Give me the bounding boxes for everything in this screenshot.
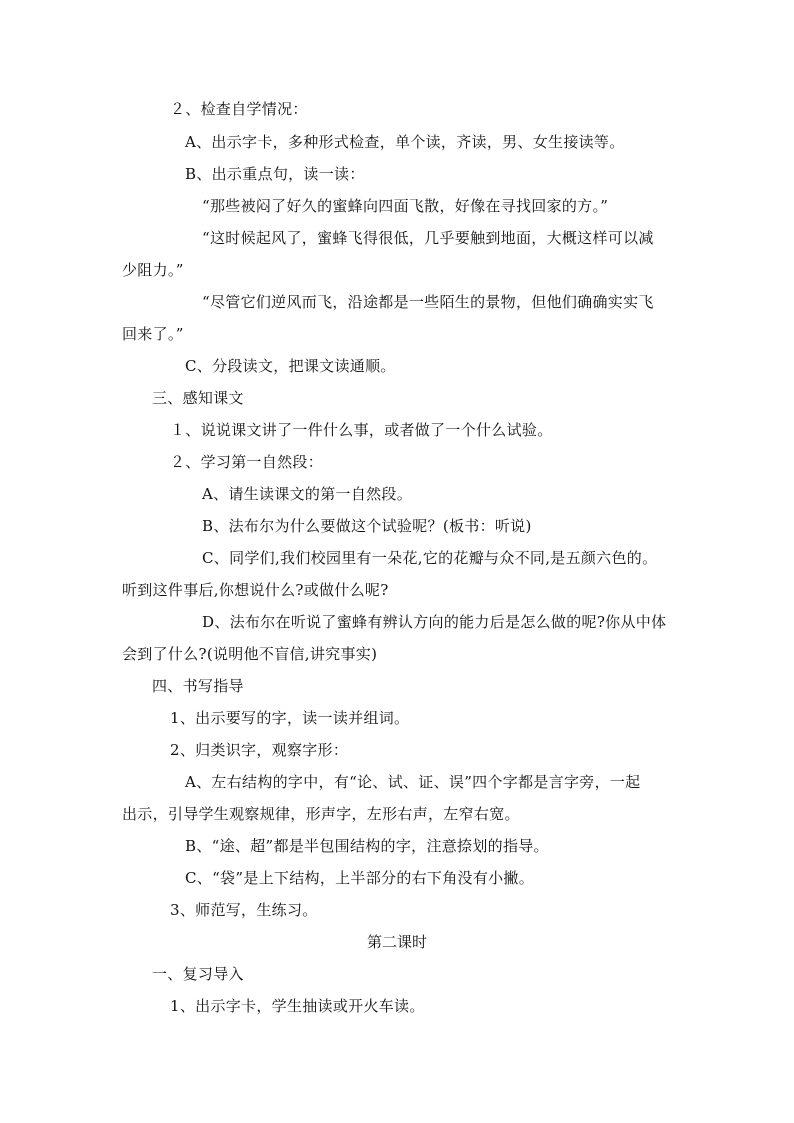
paragraph-line: B、“途、超”都是半包围结构的字，注意捺划的指导。 — [185, 837, 549, 855]
paragraph-line: B、出示重点句，读一读： — [185, 165, 365, 183]
paragraph-line: 1、出示字卡，学生抽读或开火车读。 — [170, 997, 425, 1015]
section-heading-check-self-study: ２、检查自学情况： — [170, 100, 308, 118]
section-heading-writing-guide: 四、书写指导 — [152, 677, 244, 695]
paragraph-line: １、说说课文讲了一件什么事，或者做了一个什么试验。 — [170, 421, 553, 439]
paragraph-line: B、法布尔为什么要做这个试验呢？(板书：听说) — [202, 517, 532, 535]
quote-line: “那些被闷了好久的蜜蜂向四面飞散，好像在寻找回家的方。” — [202, 197, 609, 215]
paragraph-line: 出示，引导学生观察规律，形声字，左形右声，左窄右宽。 — [122, 805, 520, 823]
paragraph-line: D、法布尔在听说了蜜蜂有辨认方向的能力后是怎么做的呢?你从中体 — [202, 613, 667, 631]
paragraph-line: A、请生读课文的第一自然段。 — [202, 485, 413, 503]
quote-line: 少阻力。” — [122, 261, 184, 279]
paragraph-line: C、“袋”是上下结构，上半部分的右下角没有小撇。 — [185, 869, 535, 887]
paragraph-line: A、左右结构的字中，有“论、试、证、误”四个字都是言字旁，一起 — [185, 773, 641, 791]
paragraph-line: A、出示字卡，多种形式检查，单个读，齐读，男、女生接读等。 — [185, 133, 625, 151]
paragraph-line: 1、出示要写的字，读一读并组词。 — [170, 709, 410, 727]
paragraph-line: 听到这件事后,你想说什么?或做什么呢? — [122, 581, 389, 599]
paragraph-line: 会到了什么?(说明他不盲信,讲究事实) — [122, 645, 378, 663]
quote-line: 回来了。” — [122, 325, 184, 343]
section-heading-review: 一、复习导入 — [152, 965, 244, 983]
quote-line: “这时候起风了，蜜蜂飞得很低，几乎要触到地面，大概这样可以减 — [202, 229, 654, 247]
paragraph-line: 2、归类识字，观察字形： — [170, 741, 349, 759]
paragraph-line: ２、学习第一自然段： — [170, 453, 324, 471]
paragraph-line: C、分段读文，把课文读通顺。 — [185, 357, 396, 375]
paragraph-line: C、同学们,我们校园里有一朵花,它的花瓣与众不同,是五颜六色的。 — [202, 549, 658, 567]
paragraph-line: 3、师范写，生练习。 — [170, 901, 318, 919]
quote-line: “尽管它们逆风而飞，沿途都是一些陌生的景物，但他们确确实实飞 — [202, 293, 654, 311]
section-heading-perceive-text: 三、感知课文 — [152, 389, 244, 407]
lesson-title-second-period: 第二课时 — [366, 933, 427, 951]
